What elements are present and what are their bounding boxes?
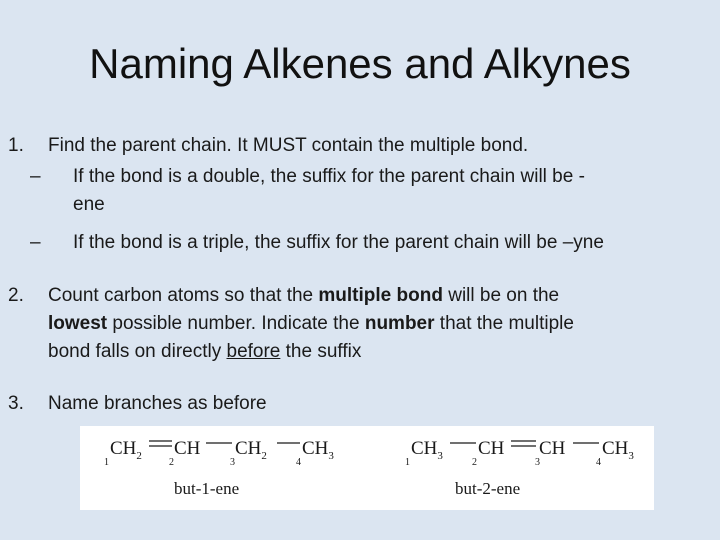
carbon-group-1: $CH_2$: [110, 438, 142, 462]
sub-item-text: If the bond is a double, the suffix for the parent chain will be -: [73, 166, 585, 187]
compound-name: but-1-ene: [174, 479, 240, 498]
item-number: 1.: [8, 135, 24, 156]
item-text-line-1: Count carbon atoms so that the multiple bond will be on the: [48, 285, 560, 306]
list-item-1: [0, 132, 720, 160]
sub-item-text-continued: ene: [73, 194, 105, 215]
carbon-group-4: $CH_3$: [302, 438, 334, 462]
dash-bullet: –: [30, 232, 41, 253]
list-item-3: [0, 390, 720, 418]
slide-title: Naming Alkenes and Alkynes: [89, 40, 631, 87]
sub-item-text: If the bond is a triple, the suffix for the parent chain will be –yne: [73, 232, 604, 253]
example-structures: [80, 426, 654, 510]
locant: 2: [472, 457, 477, 468]
but-2-ene-structure: [405, 438, 634, 498]
compound-name: but-2-ene: [455, 479, 521, 498]
locant: 4: [296, 457, 301, 468]
locant: 3: [230, 457, 235, 468]
sub-item-1: [0, 163, 720, 219]
but-1-ene-structure: [104, 438, 334, 498]
structure-diagram: [80, 426, 654, 510]
item-text-line-3: bond falls on directly before the suffix: [48, 341, 362, 362]
item-text: Name branches as before: [48, 393, 267, 414]
locant: 1: [405, 457, 410, 468]
carbon-group-2: CH: [174, 438, 201, 459]
carbon-group-1: $CH_3$: [411, 438, 443, 462]
item-number: 2.: [8, 285, 24, 306]
locant: 4: [596, 457, 601, 468]
item-text-line-2: lowest possible number. Indicate the number that the multiple: [48, 313, 574, 334]
item-number: 3.: [8, 393, 24, 414]
dash-bullet: –: [30, 166, 41, 187]
carbon-group-3: CH: [539, 438, 566, 459]
locant: 3: [535, 457, 540, 468]
carbon-group-3: $CH_2$: [235, 438, 267, 462]
carbon-group-2: CH: [478, 438, 505, 459]
carbon-group-4: $CH_3$: [602, 438, 634, 462]
item-text: Find the parent chain. It MUST contain the multiple bond.: [48, 135, 529, 156]
sub-item-2: [0, 229, 720, 257]
locant: 1: [104, 457, 109, 468]
locant: 2: [169, 457, 174, 468]
list-item-2: [0, 282, 720, 366]
